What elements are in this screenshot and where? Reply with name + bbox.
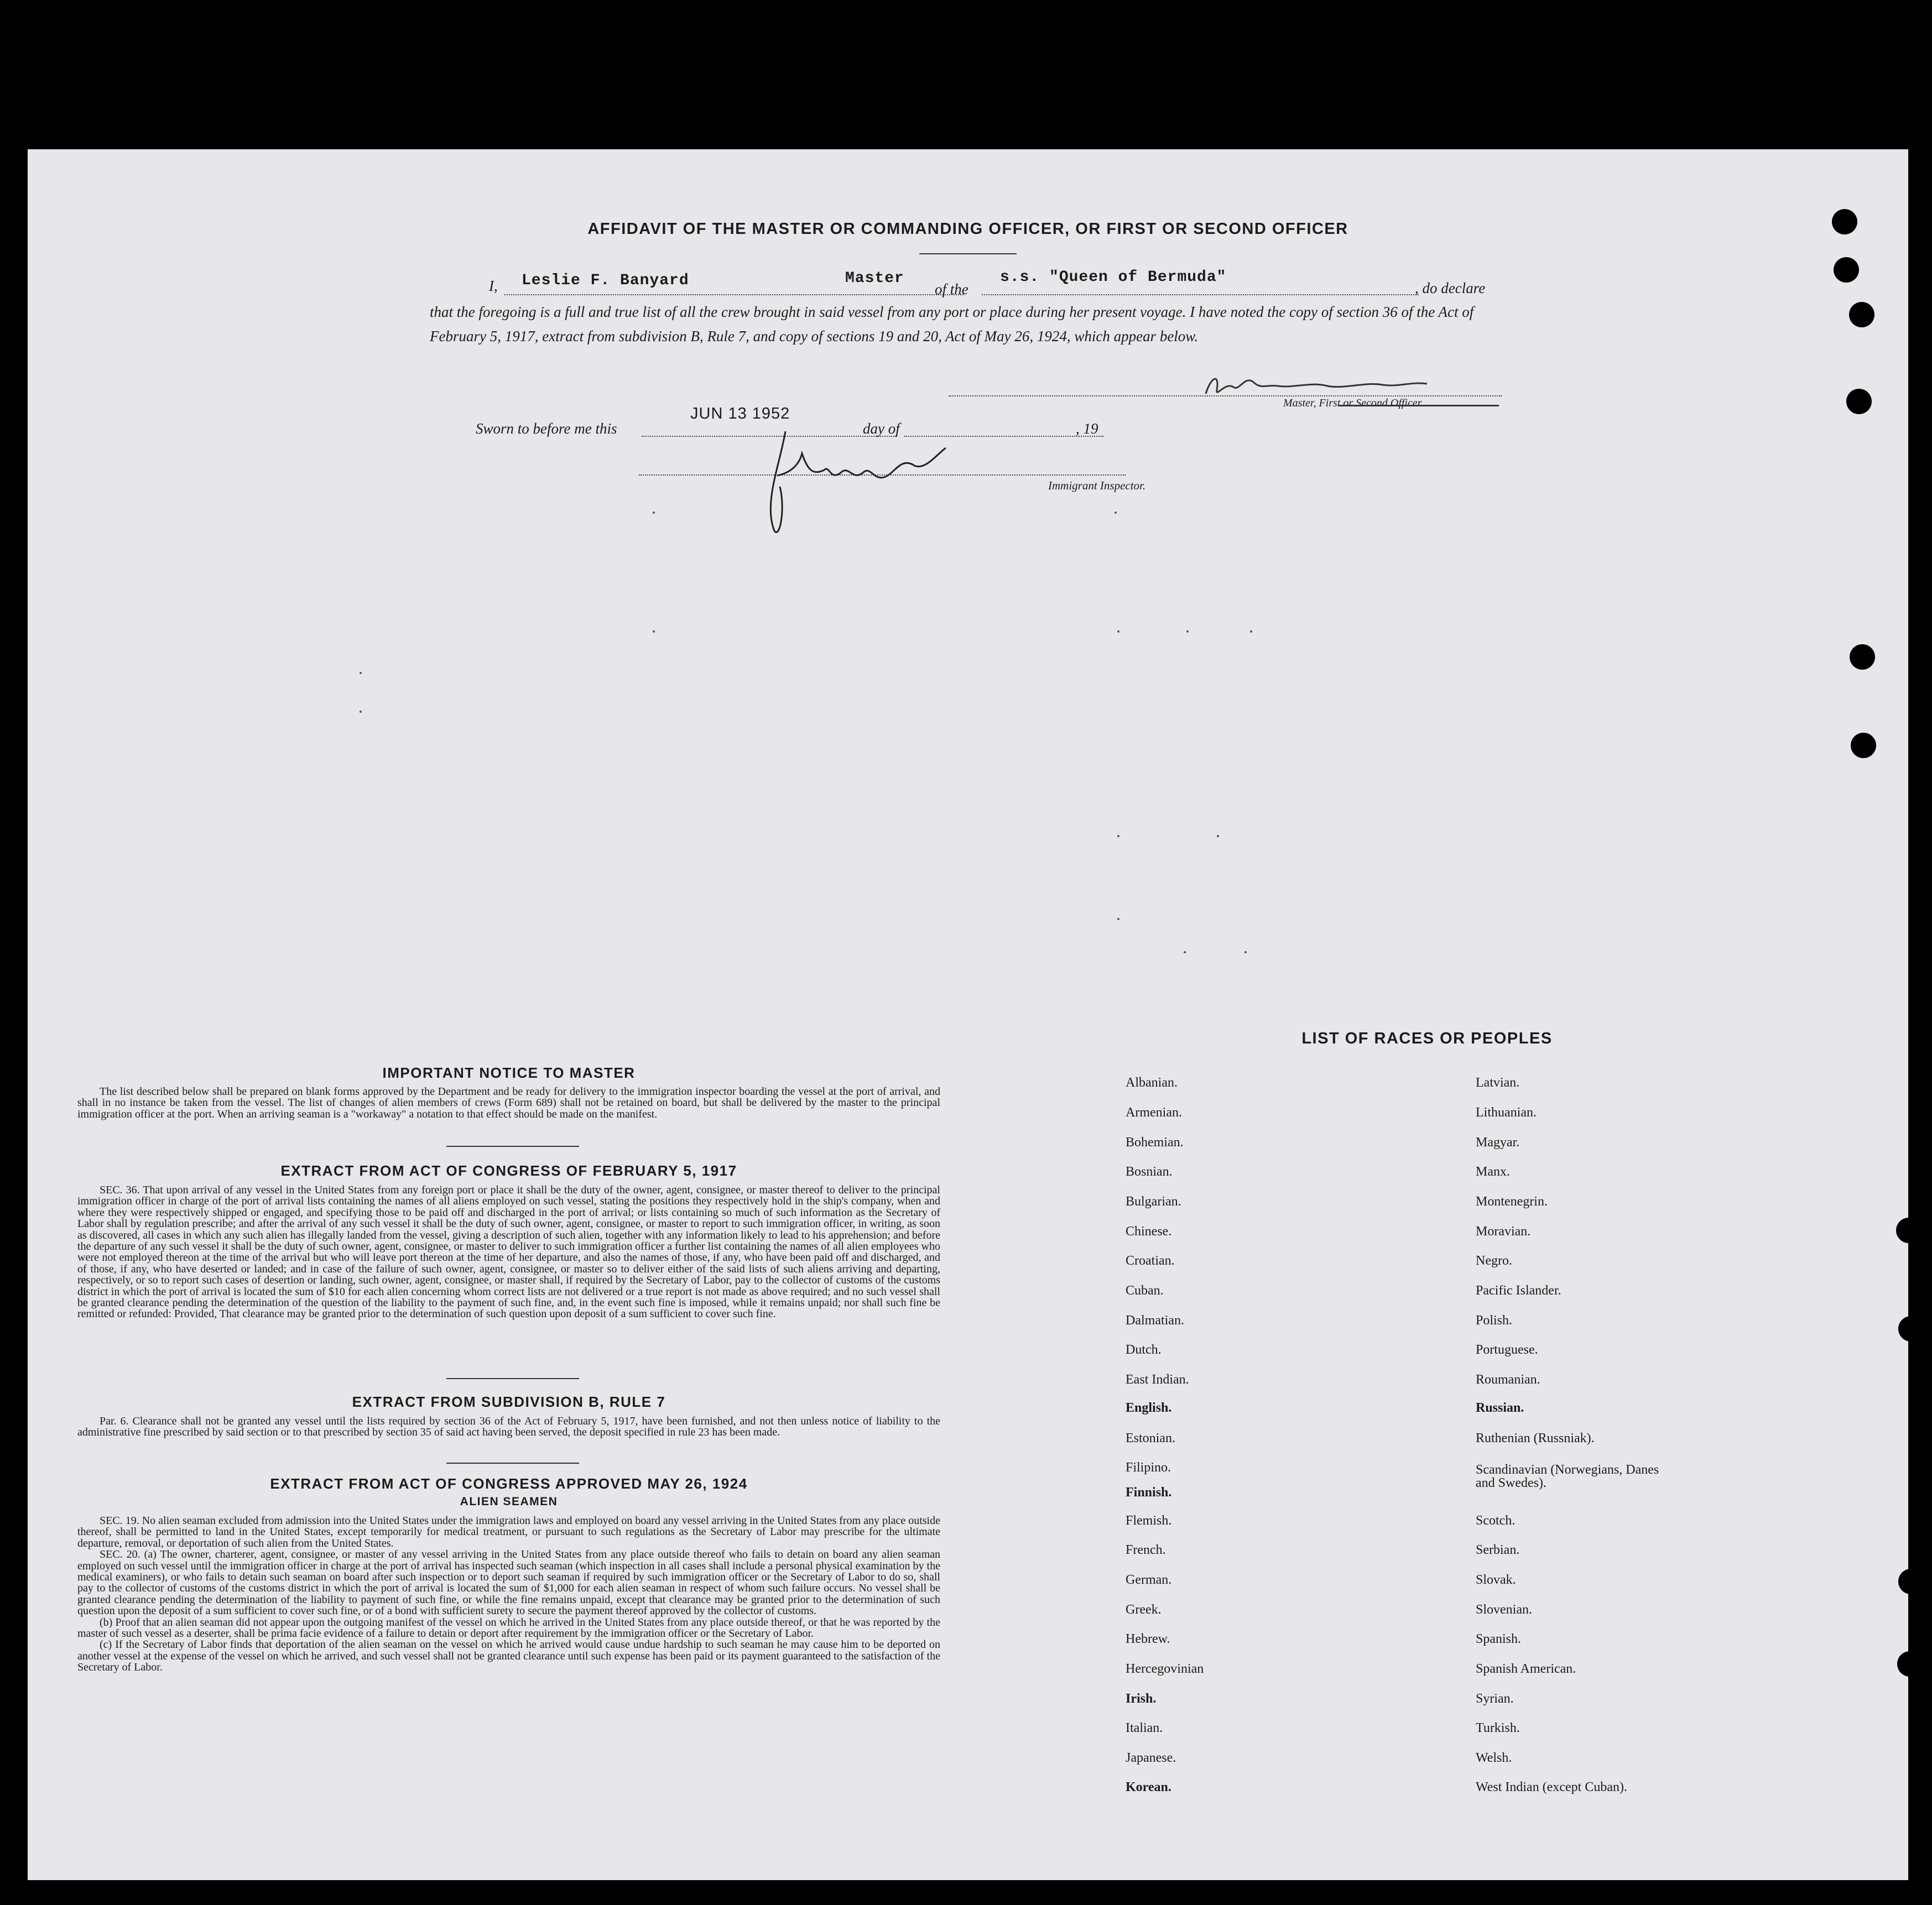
punch-hole: [1851, 733, 1876, 758]
race-left-6: Croatian.: [1126, 1254, 1175, 1268]
i-prefix: I,: [489, 278, 498, 294]
race-left-8: Dalmatian.: [1126, 1313, 1184, 1328]
ghost-dot: [1117, 835, 1119, 837]
inspector-caption: Immigrant Inspector.: [1048, 479, 1146, 492]
race-right-17: Slovenian.: [1476, 1603, 1532, 1617]
race-right-4: Montenegrin.: [1476, 1194, 1548, 1209]
extract-rule7-title: EXTRACT FROM SUBDIVISION B, RULE 7: [352, 1393, 666, 1410]
race-left-2: Bohemian.: [1126, 1135, 1184, 1150]
sec20c-paragraph: (c) If the Secretary of Labor finds that deportation of the alien seaman on the vessel on which he arrived would cause undue hardship to such seaman he may cause him to be deported on another vessel at the expense of the vessel on which he arrived, and such vessel shall not be granted clearance until such expense has been paid or its payment guaranteed to the satisfaction of the Secretary of Labor.: [77, 1638, 940, 1674]
race-left-17: German.: [1126, 1573, 1172, 1587]
race-right-3: Manx.: [1476, 1165, 1510, 1179]
race-right-8: Polish.: [1476, 1313, 1513, 1328]
race-left-10: East Indian.: [1126, 1372, 1189, 1387]
race-right-19: Spanish American.: [1476, 1662, 1576, 1676]
race-right-1: Lithuanian.: [1476, 1105, 1537, 1120]
ghost-dot: [1244, 951, 1247, 953]
of-the-label: of the: [935, 281, 968, 298]
punch-hole: [1898, 1316, 1924, 1342]
sec19-paragraph: SEC. 19. No alien seaman excluded from admission into the United States under the immigration laws and employed on board any vessel arriving in the United States from any place outside thereof, shall be permitted to land in the United States, except temporarily for medical treatment, or pursuant to such regulations as the Secretary of Labor may prescribe for the ultimate departure, removal, or deportation of such alien from the United States.: [77, 1515, 940, 1549]
race-right-18: Spanish.: [1476, 1632, 1522, 1646]
section-rule: [446, 1378, 579, 1379]
do-declare-label: , do declare: [1415, 280, 1486, 296]
ghost-dot: [653, 630, 655, 633]
document-sheet: [28, 149, 1908, 1880]
sec20a-paragraph: SEC. 20. (a) The owner, charterer, agent, consignee, or master of any vessel arriving in the United States from any place outside thereof who fails to detain on board any alien seaman employed on such vessel until the immigration officer in charge at the port of arrival has inspected such seaman (which inspection in all cases shall include a personal physical examination by the medical examiners), or who fails to detain such seaman on board after such inspection or to deport such seaman if required by such immigration officer or the Secretary of Labor to do so, shall pay to the collector of customs of the customs district in which the port of arrival is located the sum of $1,000 for each alien seaman in respect of whom such failure occurs. No vessel shall be granted clearance pending the determination of the liability to payment of such fine, or while the fine remains unpaid, except that clearance may be granted prior to the determination of such question upon the deposit of a sum sufficient to cover such fine, or of a bond with sufficient surety to secure the payment thereof approved by the collector of customs.: [77, 1548, 940, 1617]
ghost-dot: [653, 512, 655, 514]
race-right-2: Magyar.: [1476, 1135, 1520, 1150]
affidavit-statement: that the foregoing is a full and true list of all the crew brought in said vessel from any port or place during her present voyage. I have noted the copy of section 36 of the Act of February 5, 1917, extract from subdivision B, Rule 7, and copy of sections 19 and 20, Act of May 26, 1924, which appear below.: [430, 304, 1474, 345]
race-left-24: Korean.: [1126, 1780, 1171, 1794]
races-title: LIST OF RACES OR PEOPLES: [1301, 1030, 1553, 1047]
race-left-15: Flemish.: [1126, 1513, 1172, 1528]
master-rank: Master: [845, 270, 904, 287]
punch-hole: [1834, 257, 1859, 283]
punch-hole: [1897, 1651, 1923, 1677]
race-right-13: Scandinavian (Norwegians, Danes and Swedes).: [1476, 1463, 1659, 1490]
inspector-signature: [747, 420, 979, 542]
name-line: [504, 294, 964, 295]
race-right-20: Syrian.: [1476, 1692, 1514, 1706]
race-right-7: Pacific Islander.: [1476, 1283, 1561, 1298]
punch-hole: [1832, 209, 1857, 234]
notice-title: IMPORTANT NOTICE TO MASTER: [382, 1064, 636, 1081]
race-left-14: Finnish.: [1126, 1485, 1172, 1500]
race-right-12: Ruthenian (Russniak).: [1476, 1431, 1595, 1445]
extract-1917-title: EXTRACT FROM ACT OF CONGRESS OF FEBRUARY 5, 1917: [280, 1162, 737, 1179]
vessel-line: [982, 294, 1419, 295]
year-prefix: , 19: [1076, 420, 1098, 437]
title-rule: [919, 253, 1017, 254]
race-left-0: Albanian.: [1126, 1076, 1178, 1090]
sworn-date-stamp: JUN 13 1952: [690, 405, 790, 422]
race-left-18: Greek.: [1126, 1603, 1162, 1617]
section-rule: [446, 1463, 579, 1464]
extract-1917-text: [77, 1184, 940, 1320]
race-right-22: Welsh.: [1476, 1751, 1512, 1765]
race-right-14: Scotch.: [1476, 1513, 1516, 1528]
race-left-20: Hercegovinian: [1126, 1662, 1204, 1676]
race-left-13: Filipino.: [1126, 1460, 1171, 1475]
ghost-dot: [1186, 630, 1189, 633]
ghost-dot: [360, 711, 362, 713]
race-left-22: Italian.: [1126, 1721, 1163, 1735]
ghost-dot: [1217, 835, 1219, 837]
punch-hole: [1846, 389, 1872, 414]
race-left-9: Dutch.: [1126, 1343, 1162, 1357]
punch-hole: [1898, 1569, 1924, 1594]
race-left-1: Armenian.: [1126, 1105, 1182, 1120]
ghost-dot: [360, 672, 362, 674]
race-right-23: West Indian (except Cuban).: [1476, 1780, 1627, 1794]
ghost-dot: [1117, 918, 1119, 920]
affidavit-title: AFFIDAVIT OF THE MASTER OR COMMANDING OFFICER, OR FIRST OR SECOND OFFICER: [587, 220, 1348, 238]
extract-1924-text: [77, 1515, 940, 1673]
section-rule: [446, 1146, 579, 1147]
notice-text: [77, 1086, 940, 1120]
ghost-dot: [1184, 951, 1186, 953]
extract-rule7-text: [77, 1416, 940, 1438]
notice-paragraph: The list described below shall be prepared on blank forms approved by the Department and be ready for delivery to the immigration inspector boarding the vessel at the port of arrival, and shall in no instance be taken from the vessel. The list of changes of alien members of crews (Form 689) shall not be retained on board, but shall be delivered by the master to the principal immigration officer at the port. When an arriving seaman is a "workaway" a notation to that effect should be made on the manifest.: [77, 1085, 940, 1120]
strikeout-mark: [1339, 405, 1499, 406]
race-right-15: Serbian.: [1476, 1543, 1520, 1557]
extract-rule7-paragraph: Par. 6. Clearance shall not be granted any vessel until the lists required by section 36 of the Act of February 5, 1917, have been furnished, and not then unless notice of liability to the administrative fine prescribed by said section or to that prescribed by section 35 of said act having been served, the deposit specified in rule 23 has been made.: [77, 1415, 940, 1439]
extract-1924-subtitle: ALIEN SEAMEN: [460, 1495, 558, 1508]
race-left-7: Cuban.: [1126, 1283, 1164, 1298]
punch-hole: [1849, 302, 1874, 327]
race-right-21: Turkish.: [1476, 1721, 1520, 1735]
punch-hole: [1896, 1218, 1921, 1243]
ghost-dot: [1250, 630, 1252, 633]
ghost-dot: [1117, 630, 1119, 633]
vessel-name: s.s. "Queen of Bermuda": [1000, 269, 1227, 286]
sec20b-paragraph: (b) Proof that an alien seaman did not appear upon the outgoing manifest of the vessel on which he arrived in the United States from any place outside thereof, or that he was reported by the master of such vessel as a deserter, shall be prima facie evidence of a failure to detain or deport after requirement by the immigration officer or the Secretary of Labor.: [77, 1616, 940, 1640]
race-left-16: French.: [1126, 1543, 1166, 1557]
race-right-5: Moravian.: [1476, 1224, 1531, 1239]
sworn-label: Sworn to before me this: [476, 420, 617, 437]
extract-1917-paragraph: SEC. 36. That upon arrival of any vessel in the United States from any foreign port or place it shall be the duty of the owner, agent, consignee, or master thereof to deliver to the principal immigration officer in charge of the port of arrival lists containing the names of all aliens employed on such vessel, stating the positions they respectively hold in the ship's company, when and where they were respectively shipped or engaged, and specifying those to be paid off and discharged in the port of arrival; or lists containing so much of such information as the Secretary of Labor shall by regulation prescribe; and after the arrival of any such vessel it shall be the duty of such owner, agent, consignee, or master to report to such immigration officer, in writing, as soon as discovered, all cases in which any such alien has illegally landed from the vessel, giving a description of such alien, together with any information likely to lead to his apprehension; and before the departure of any such vessel it shall be the duty of such owner, agent, consignee, or master to deliver to such immigration officer a further list containing the names of all alien employees who were not employed thereon at the time of the arrival but who will leave port thereon at the time of her departure, and also the names of those, if any, who have been paid off and discharged, and of those, if any, who have deserted or landed; and in case of the failure of such owner, agent, consignee, or master so to deliver either of the said lists of such aliens arriving and departing, respectively, or so to report such cases of desertion or landing, such owner, agent, consignee, or master shall, if required by the Secretary of Labor, pay to the collector of customs of the customs district in which the port of arrival is located the sum of $10 for each alien concerning whom correct lists are not delivered or a true report is not made as above required; and no such vessel shall be granted clearance pending the determination of the question of the liability to the payment of such fine, and, in the event such fine is imposed, while it remains unpaid; nor shall such fine be remitted or refunded: Provided, That clearance may be granted prior to the determination of such question upon deposit of a sum sufficient to cover such fine.: [77, 1184, 940, 1321]
race-left-5: Chinese.: [1126, 1224, 1172, 1239]
signature-caption: Master, First or Second Officer.: [1283, 397, 1424, 409]
day-of-label: day of: [863, 420, 900, 437]
race-right-9: Portuguese.: [1476, 1343, 1538, 1357]
race-left-3: Bosnian.: [1126, 1165, 1173, 1179]
punch-hole: [1850, 644, 1875, 670]
race-right-10: Roumanian.: [1476, 1372, 1540, 1387]
race-left-4: Bulgarian.: [1126, 1194, 1181, 1209]
race-left-11: English.: [1126, 1401, 1172, 1415]
race-left-19: Hebrew.: [1126, 1632, 1170, 1646]
master-name: Leslie F. Banyard: [522, 272, 689, 289]
race-right-11: Russian.: [1476, 1401, 1524, 1415]
ghost-dot: [1115, 512, 1117, 514]
race-left-12: Estonian.: [1126, 1431, 1175, 1445]
extract-1924-title: EXTRACT FROM ACT OF CONGRESS APPROVED MAY 26, 1924: [270, 1475, 748, 1492]
race-right-6: Negro.: [1476, 1254, 1512, 1268]
race-left-21: Irish.: [1126, 1692, 1157, 1706]
race-right-16: Slovak.: [1476, 1573, 1516, 1587]
race-left-23: Japanese.: [1126, 1751, 1176, 1765]
race-right-0: Latvian.: [1476, 1076, 1520, 1090]
